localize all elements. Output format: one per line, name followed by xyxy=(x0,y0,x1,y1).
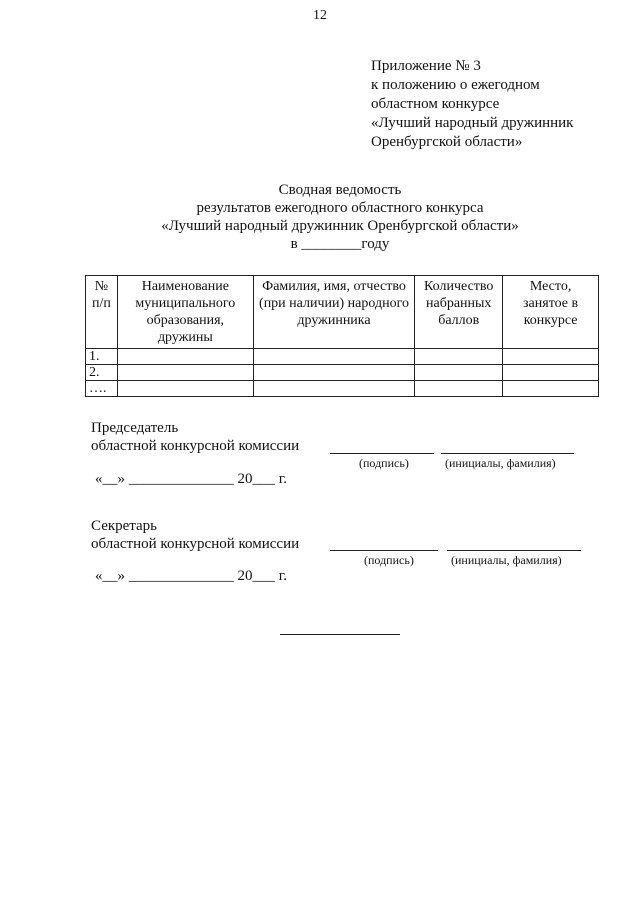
title-line: результатов ежегодного областного конкурса xyxy=(196,200,484,216)
table-cell xyxy=(117,381,253,397)
secretary-role: Секретарь xyxy=(91,518,158,534)
chairman-commission: областной конкурсной комиссии xyxy=(91,438,300,454)
chairman-signature-caption: (подпись) xyxy=(359,456,409,470)
chairman-date: «__» ______________ 20___ г. xyxy=(95,471,287,487)
table-cell: 1. xyxy=(86,349,118,365)
chairman-role: Председатель xyxy=(91,420,179,436)
chairman-name-line[interactable] xyxy=(441,453,574,454)
document-title xyxy=(0,181,640,253)
title-line: в ________году xyxy=(290,236,390,252)
closing-divider xyxy=(280,634,400,635)
table-cell xyxy=(415,381,503,397)
results-table xyxy=(85,275,599,397)
appendix-line: Приложение № 3 xyxy=(371,58,481,74)
table-cell xyxy=(415,365,503,381)
table-cell: …. xyxy=(86,381,118,397)
chairman-signature-line[interactable] xyxy=(330,453,434,454)
table-cell xyxy=(503,365,599,381)
column-header: Количество набранных баллов xyxy=(415,276,503,349)
secretary-commission: областной конкурсной комиссии xyxy=(91,536,300,552)
title-line: Сводная ведомость xyxy=(278,182,402,198)
appendix-line: Оренбургской области» xyxy=(371,134,523,150)
column-header: Фамилия, имя, отчество (при наличии) народного дружинника xyxy=(253,276,415,349)
table-row xyxy=(86,365,599,381)
title-line: «Лучший народный дружинник Оренбургской области» xyxy=(161,218,519,234)
secretary-signature-caption: (подпись) xyxy=(364,553,414,567)
table-cell xyxy=(503,349,599,365)
table-cell xyxy=(117,365,253,381)
table-cell xyxy=(415,349,503,365)
table-cell xyxy=(253,381,415,397)
table-cell xyxy=(117,349,253,365)
column-header: Место, занятое в конкурсе xyxy=(503,276,599,349)
table-cell xyxy=(253,365,415,381)
appendix-line: областном конкурсе xyxy=(371,96,500,112)
table-cell xyxy=(503,381,599,397)
table-cell: 2. xyxy=(86,365,118,381)
secretary-signature-line[interactable] xyxy=(330,550,438,551)
appendix-block xyxy=(371,57,573,152)
table-header-row xyxy=(86,276,599,349)
secretary-name-caption: (инициалы, фамилия) xyxy=(451,553,562,567)
column-header: № п/п xyxy=(86,276,118,349)
table-row xyxy=(86,349,599,365)
secretary-name-line[interactable] xyxy=(447,550,581,551)
appendix-line: «Лучший народный дружинник xyxy=(371,115,574,131)
chairman-name-caption: (инициалы, фамилия) xyxy=(445,456,556,470)
table-cell xyxy=(253,349,415,365)
appendix-line: к положению о ежегодном xyxy=(371,77,540,93)
column-header: Наименование муниципального образования, дружины xyxy=(117,276,253,349)
page-number: 12 xyxy=(313,8,327,23)
secretary-date: «__» ______________ 20___ г. xyxy=(95,568,287,584)
table-row xyxy=(86,381,599,397)
